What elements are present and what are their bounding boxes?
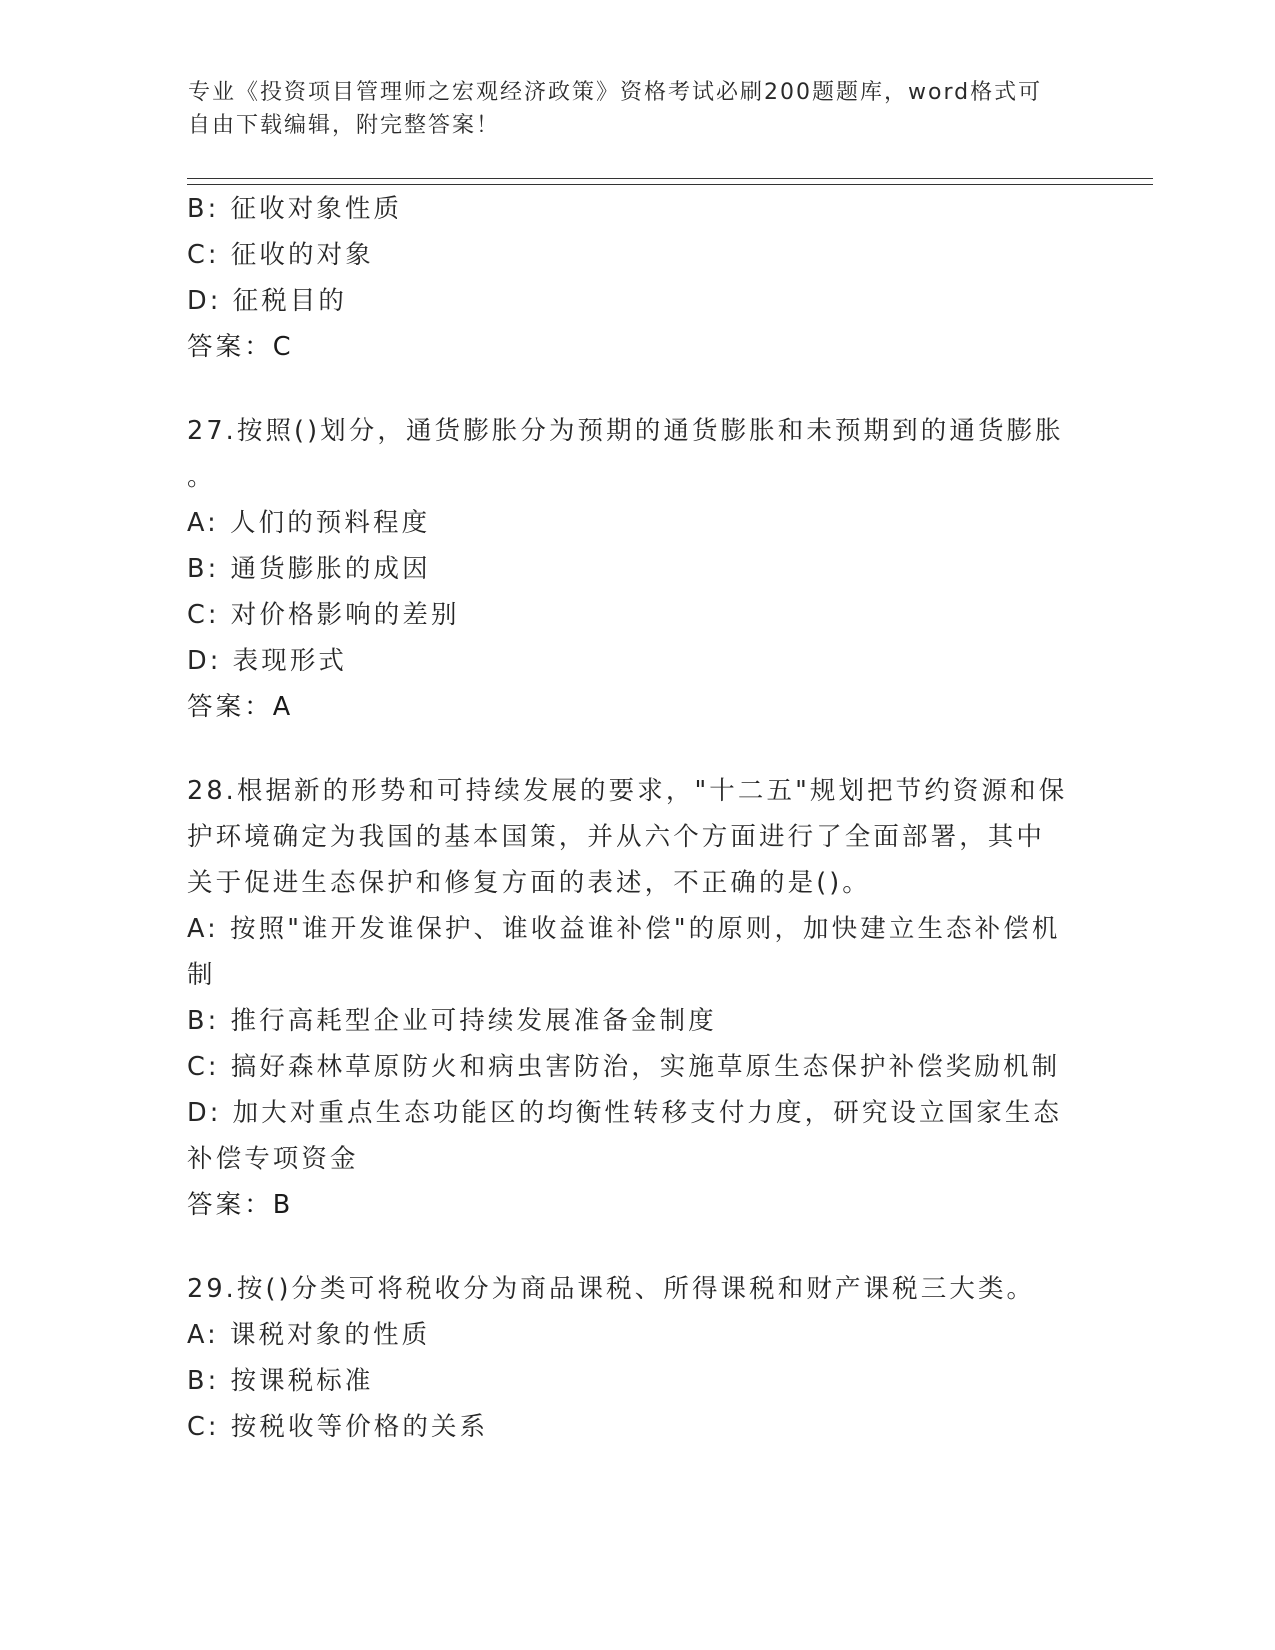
q28-option-d-line-1: D: 加大对重点生态功能区的均衡性转移支付力度，研究设立国家生态 [187,1098,1063,1128]
q27-option-b: B: 通货膨胀的成因 [187,554,431,584]
question-28-block [187,768,1087,1228]
header-line-1: 专业《投资项目管理师之宏观经济政策》资格考试必刷200题题库，word格式可 [188,80,1043,105]
q28-question-line-2: 护环境确定为我国的基本国策，并从六个方面进行了全面部署，其中 [187,822,1046,852]
q28-question-line-1: 28.根据新的形势和可持续发展的要求，"十二五"规划把节约资源和保 [187,776,1068,806]
q28-option-c: C: 搞好森林草原防火和病虫害防治，实施草原生态保护补偿奖励机制 [187,1052,1061,1082]
spacer [187,1228,1087,1266]
q29-question-line-1: 29.按()分类可将税收分为商品课税、所得课税和财产课税三大类。 [187,1274,1036,1304]
q27-option-c: C: 对价格影响的差别 [187,600,460,630]
q27-question-line-2: 。 [187,462,216,492]
q29-option-a: A: 课税对象的性质 [187,1320,431,1350]
spacer [187,730,1087,768]
q27-option-d: D: 表现形式 [187,646,348,676]
q27-option-a: A: 人们的预料程度 [187,508,431,538]
q26-option-b: B: 征收对象性质 [187,194,403,224]
question-27-block [187,408,1087,730]
q29-option-c: C: 按税收等价格的关系 [187,1412,489,1442]
q26-answer: 答案：C [187,332,294,362]
q28-option-a-line-1: A: 按照"谁开发谁保护、谁收益谁补偿"的原则，加快建立生态补偿机 [187,914,1061,944]
header-divider-top [187,178,1153,179]
q26-option-c: C: 征收的对象 [187,240,374,270]
spacer [187,370,1087,408]
q28-answer: 答案：B [187,1190,294,1220]
document-header [188,76,1068,142]
q27-question-line-1: 27.按照()划分，通货膨胀分为预期的通货膨胀和未预期到的通货膨胀 [187,416,1064,446]
q26-option-d: D: 征税目的 [187,286,348,316]
question-29-block [187,1266,1087,1450]
question-content [187,186,1087,1450]
q28-option-a-line-2: 制 [187,960,216,990]
question-26-block [187,186,1087,370]
header-line-2: 自由下载编辑，附完整答案！ [188,113,501,138]
q28-option-d-line-2: 补偿专项资金 [187,1144,359,1174]
q27-answer: 答案：A [187,692,294,722]
header-divider-bottom [187,184,1153,185]
q28-question-line-3: 关于促进生态保护和修复方面的表述，不正确的是()。 [187,868,871,898]
q29-option-b: B: 按课税标准 [187,1366,374,1396]
q28-option-b: B: 推行高耗型企业可持续发展准备金制度 [187,1006,717,1036]
